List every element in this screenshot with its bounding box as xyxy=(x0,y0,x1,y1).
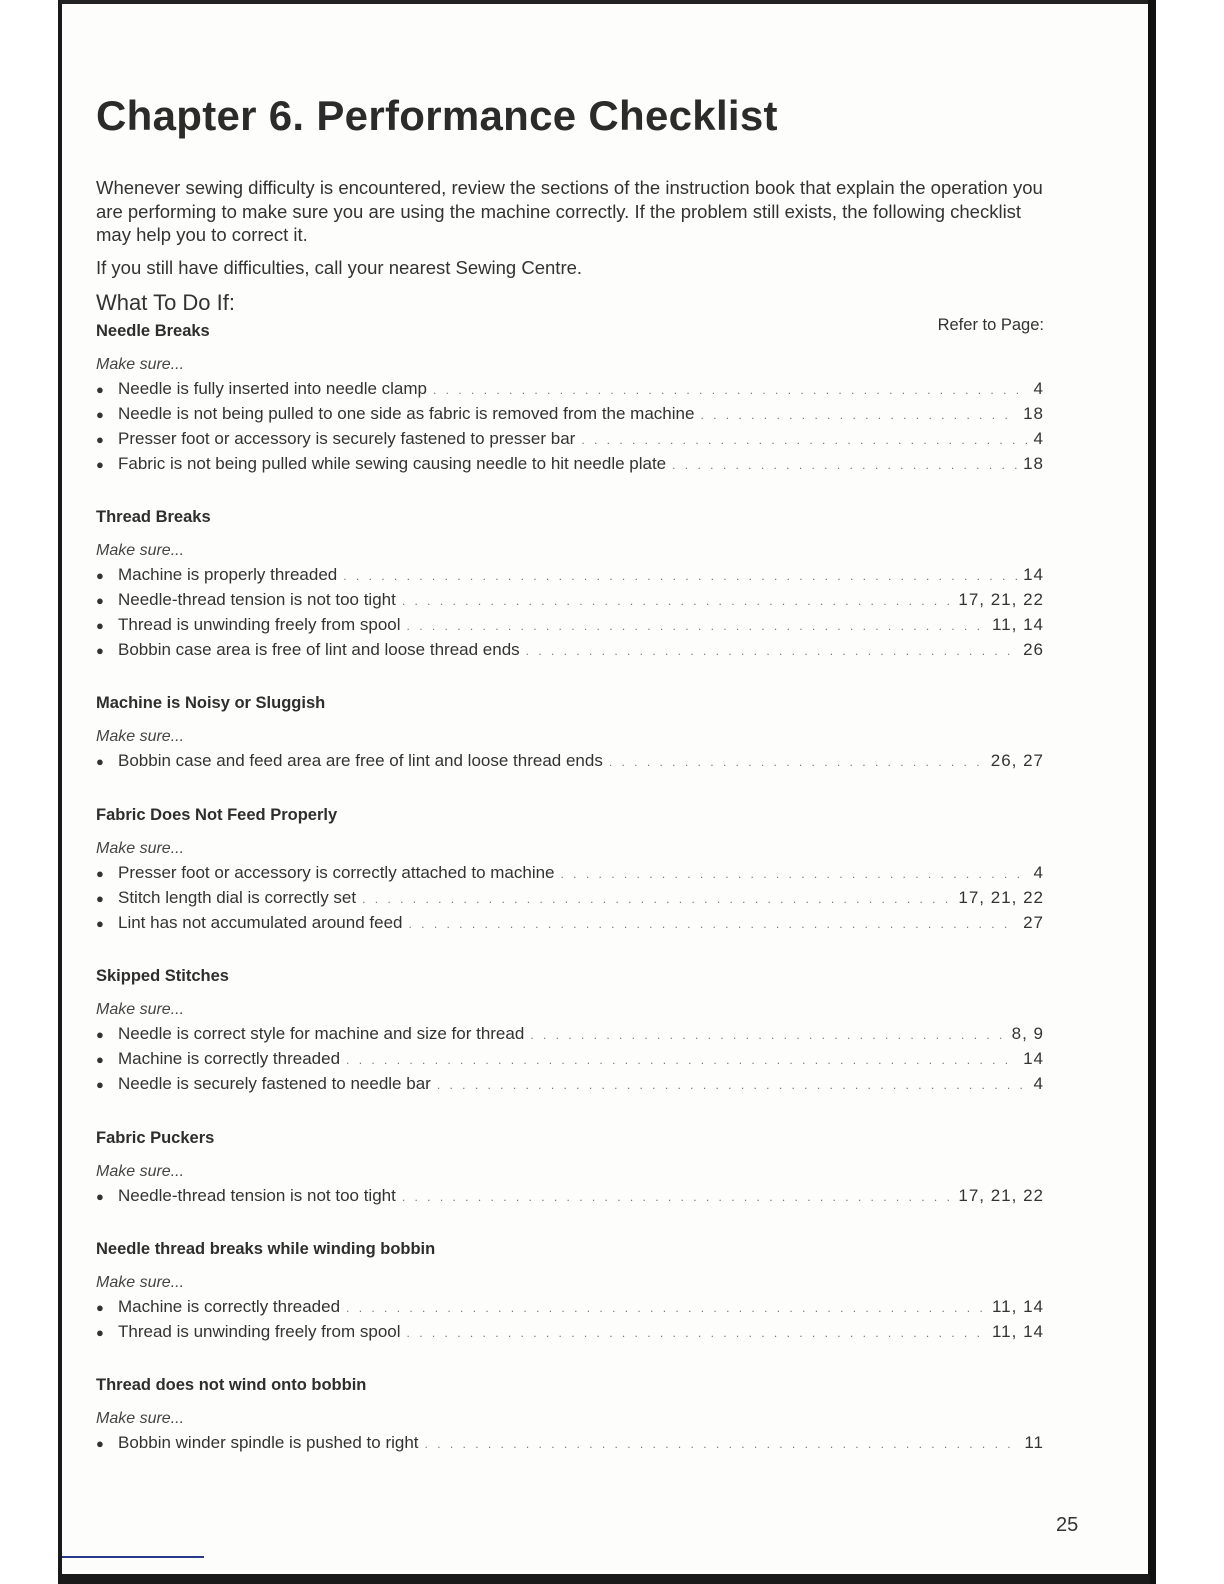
checklist-item-text: Needle-thread tension is not too tight xyxy=(118,590,396,609)
checklist-item-text: Needle is fully inserted into needle clamp xyxy=(118,379,428,398)
checklist-item xyxy=(96,376,1044,401)
checklist-item xyxy=(96,748,1044,773)
checklist-item-text: Machine is correctly threaded xyxy=(118,1297,341,1316)
dot-leader xyxy=(402,589,953,614)
section-title: Fabric Does Not Feed Properly xyxy=(96,806,338,824)
scan-border-bottom xyxy=(60,1574,1150,1584)
checklist-item xyxy=(96,426,1044,451)
page-title: Chapter 6. Performance Checklist xyxy=(96,92,778,139)
checklist-item xyxy=(96,1319,1044,1344)
section-title: Needle thread breaks while winding bobbin xyxy=(96,1240,436,1258)
dot-leader xyxy=(402,1185,953,1210)
section-title: Fabric Puckers xyxy=(96,1129,215,1147)
checklist-item xyxy=(96,1294,1044,1319)
checklist-item xyxy=(96,451,1044,476)
scan-border-right xyxy=(1148,0,1156,1584)
checklist-item-text: Bobbin case and feed area are free of lint and loose thread ends xyxy=(118,751,603,770)
bullet-icon: ● xyxy=(96,891,104,906)
dot-leader xyxy=(581,428,1027,453)
bullet-icon: ● xyxy=(96,1300,104,1315)
checklist-item xyxy=(96,910,1044,935)
checklist-item xyxy=(96,587,1044,612)
make-sure-label: Make sure... xyxy=(96,1001,185,1018)
checklist-item-text: Needle-thread tension is not too tight xyxy=(118,1186,396,1205)
checklist-item xyxy=(96,401,1044,426)
bullet-icon: ● xyxy=(96,643,104,658)
dot-leader xyxy=(362,887,952,912)
checklist-item xyxy=(96,562,1044,587)
checklist-item xyxy=(96,637,1044,662)
page-reference: 26 xyxy=(1023,640,1044,659)
checklist-section xyxy=(96,506,1044,662)
page-reference: 4 xyxy=(1033,379,1044,398)
checklist-item xyxy=(96,1430,1044,1455)
page-number: 25 xyxy=(1056,1514,1079,1536)
bullet-icon: ● xyxy=(96,593,104,608)
bullet-icon: ● xyxy=(96,568,104,583)
checklist-section xyxy=(96,1127,1044,1208)
bullet-icon: ● xyxy=(96,457,104,472)
dot-leader xyxy=(425,1432,1019,1457)
dot-leader xyxy=(437,1073,1028,1098)
dot-leader xyxy=(433,378,1028,403)
checklist-item-text: Needle is securely fastened to needle bar xyxy=(118,1074,431,1093)
checklist-section xyxy=(96,1374,1044,1455)
bullet-icon: ● xyxy=(96,1189,104,1204)
page-reference: 27 xyxy=(1023,913,1044,932)
checklist-item xyxy=(96,860,1044,885)
intro-contact-paragraph: If you still have difficulties, call your nearest Sewing Centre. xyxy=(96,257,583,278)
checklist-item-text: Bobbin winder spindle is pushed to right xyxy=(118,1433,419,1452)
page-reference: 17, 21, 22 xyxy=(958,1186,1044,1205)
dot-leader xyxy=(407,1321,986,1346)
bullet-icon: ● xyxy=(96,1325,104,1340)
bullet-icon: ● xyxy=(96,754,104,769)
checklist-item-text: Stitch length dial is correctly set xyxy=(118,888,357,907)
scan-mark xyxy=(62,1556,204,1558)
intro-paragraph: Whenever sewing difficulty is encountered, review the sections of the instruction book that explain the operation you are performing to make sure you are using the machine correctly. If the problem still exists, the following checklist may help you to correct it. xyxy=(96,177,1043,245)
section-title: Thread does not wind onto bobbin xyxy=(96,1376,367,1394)
checklist-section xyxy=(96,804,1044,935)
section-title: Needle Breaks xyxy=(96,322,210,340)
checklist-item-text: Bobbin case area is free of lint and loose thread ends xyxy=(118,640,520,659)
make-sure-label: Make sure... xyxy=(96,728,185,745)
dot-leader xyxy=(672,453,1017,478)
page-reference: 18 xyxy=(1023,404,1044,423)
page-reference: 14 xyxy=(1023,565,1044,584)
section-title: Thread Breaks xyxy=(96,508,211,526)
page-reference: 17, 21, 22 xyxy=(958,888,1044,907)
checklist-item-text: Presser foot or accessory is correctly attached to machine xyxy=(118,863,555,882)
checklist-section xyxy=(96,320,1044,476)
bullet-icon: ● xyxy=(96,866,104,881)
paper xyxy=(62,4,1148,1574)
page-reference: 8, 9 xyxy=(1011,1024,1044,1043)
page-reference: 11, 14 xyxy=(991,615,1044,634)
dot-leader xyxy=(526,639,1017,664)
checklist-item xyxy=(96,1021,1044,1046)
checklist-item-text: Needle is correct style for machine and size for thread xyxy=(118,1024,525,1043)
dot-leader xyxy=(346,1048,1017,1073)
make-sure-label: Make sure... xyxy=(96,1163,185,1180)
refer-to-page-label: Refer to Page: xyxy=(937,316,1044,334)
bullet-icon: ● xyxy=(96,1436,104,1451)
page-reference: 4 xyxy=(1033,1074,1044,1093)
dot-leader xyxy=(407,614,986,639)
page-reference: 26, 27 xyxy=(990,751,1044,770)
page-reference: 17, 21, 22 xyxy=(958,590,1044,609)
make-sure-label: Make sure... xyxy=(96,1410,185,1427)
make-sure-label: Make sure... xyxy=(96,1274,185,1291)
section-title: Machine is Noisy or Sluggish xyxy=(96,694,326,712)
make-sure-label: Make sure... xyxy=(96,840,185,857)
dot-leader xyxy=(609,750,985,775)
bullet-icon: ● xyxy=(96,1077,104,1092)
checklist-item xyxy=(96,1071,1044,1096)
bullet-icon: ● xyxy=(96,1052,104,1067)
checklist-item-text: Lint has not accumulated around feed xyxy=(118,913,403,932)
checklist-item-text: Thread is unwinding freely from spool xyxy=(118,615,401,634)
checklist-item xyxy=(96,1046,1044,1071)
dot-leader xyxy=(346,1296,986,1321)
page-reference: 14 xyxy=(1023,1049,1044,1068)
page-reference: 4 xyxy=(1033,429,1044,448)
checklist-item-text: Needle is not being pulled to one side as fabric is removed from the machine xyxy=(118,404,695,423)
section-title: Skipped Stitches xyxy=(96,967,229,985)
checklist-item xyxy=(96,612,1044,637)
page-reference: 11, 14 xyxy=(991,1322,1044,1341)
dot-leader xyxy=(408,912,1017,937)
bullet-icon: ● xyxy=(96,407,104,422)
dot-leader xyxy=(530,1023,1005,1048)
page-reference: 11 xyxy=(1024,1433,1044,1452)
what-to-do-heading: What To Do If: xyxy=(96,290,235,315)
checklist-item xyxy=(96,1183,1044,1208)
checklist-section xyxy=(96,965,1044,1096)
page-reference: 4 xyxy=(1033,863,1044,882)
bullet-icon: ● xyxy=(96,618,104,633)
checklist-item xyxy=(96,885,1044,910)
page-reference: 18 xyxy=(1023,454,1044,473)
checklist-item-text: Machine is properly threaded xyxy=(118,565,338,584)
checklist-section xyxy=(96,692,1044,773)
dot-leader xyxy=(700,403,1017,428)
make-sure-label: Make sure... xyxy=(96,356,185,373)
checklist-section xyxy=(96,1238,1044,1344)
bullet-icon: ● xyxy=(96,1027,104,1042)
checklist-item-text: Fabric is not being pulled while sewing causing needle to hit needle plate xyxy=(118,454,667,473)
bullet-icon: ● xyxy=(96,382,104,397)
scan-border-left xyxy=(0,0,60,1584)
dot-leader xyxy=(561,862,1028,887)
checklist-item-text: Machine is correctly threaded xyxy=(118,1049,341,1068)
make-sure-label: Make sure... xyxy=(96,542,185,559)
bullet-icon: ● xyxy=(96,916,104,931)
checklist-item-text: Thread is unwinding freely from spool xyxy=(118,1322,401,1341)
bullet-icon: ● xyxy=(96,432,104,447)
dot-leader xyxy=(343,564,1017,589)
checklist-item-text: Presser foot or accessory is securely fastened to presser bar xyxy=(118,429,576,448)
page-reference: 11, 14 xyxy=(991,1297,1044,1316)
